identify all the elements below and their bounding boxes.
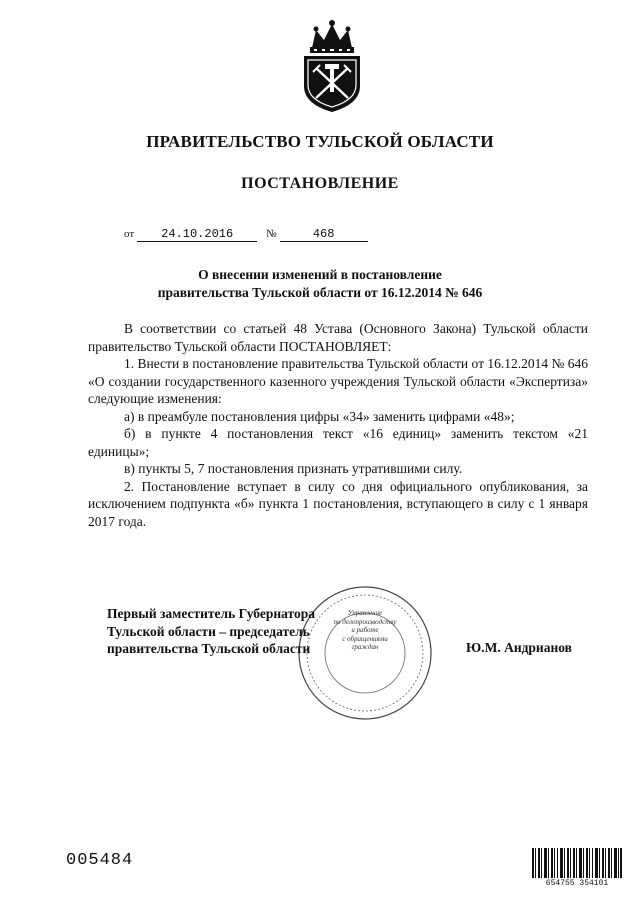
signatory-position [107,605,315,658]
body-paragraph: в) пункты 5, 7 постановления признать утратившими силу. [124,461,463,476]
date-label: от [124,228,135,240]
position-line: правительства Тульской области [107,641,311,656]
stamp-line: граждан [351,643,379,651]
body-paragraph: б) в пункте 4 постановления текст «16 единиц» заменить текстом «21 единицы»; [88,426,588,459]
signatory-name: Ю.М. Андрианов [466,640,572,655]
subject-line: правительства Тульской области от 16.12.2014 № 646 [157,285,483,300]
registration-line [124,226,368,242]
position-line: Тульской области – председатель [107,623,310,639]
stamp-line: по делопроизводству [333,617,397,626]
government-title: ПРАВИТЕЛЬСТВО ТУЛЬСКОЙ ОБЛАСТИ [146,132,494,151]
tula-coat-of-arms-icon [296,18,368,114]
serial-number: 005484 [66,851,134,870]
number-value: 468 [280,228,368,242]
body-paragraph: 2. Постановление вступает в силу со дня официального опубликования, за исключением подпункта «б» пункта 1 постановления, вступающего в силу с 1 января 2017 года. [88,478,588,529]
body-paragraph: В соответствии со статьей 48 Устава (Основного Закона) Тульской области правительство Тульской области ПОСТАНОВЛЯЕТ: [88,321,588,354]
barcode-icon [532,848,622,878]
position-line: Первый заместитель Губернатора [107,606,315,621]
stamp-line: и работе [351,626,379,634]
date-value: 24.10.2016 [137,228,257,242]
stamp-circle-icon [295,583,435,723]
number-label: № [266,228,277,240]
document-subject [0,266,640,302]
body-paragraph: 1. Внести в постановление правительства Тульской области от 16.12.2014 № 646 «О создании государственного казенного учреждения Тульской области «Экспертиза» следующие изменения: [88,356,588,406]
barcode-number: 654755 354101 [545,879,609,888]
document-body [88,320,588,530]
stamp-line: Управление [347,609,383,617]
document-type: ПОСТАНОВЛЕНИЕ [241,175,399,192]
stamp-line: с обращениями [342,634,388,643]
subject-line: О внесении изменений в постановление [198,267,442,282]
office-stamp [295,583,435,723]
body-paragraph: а) в преамбуле постановления цифры «34» заменить цифрами «48»; [124,408,515,424]
stamp-text [295,609,435,652]
